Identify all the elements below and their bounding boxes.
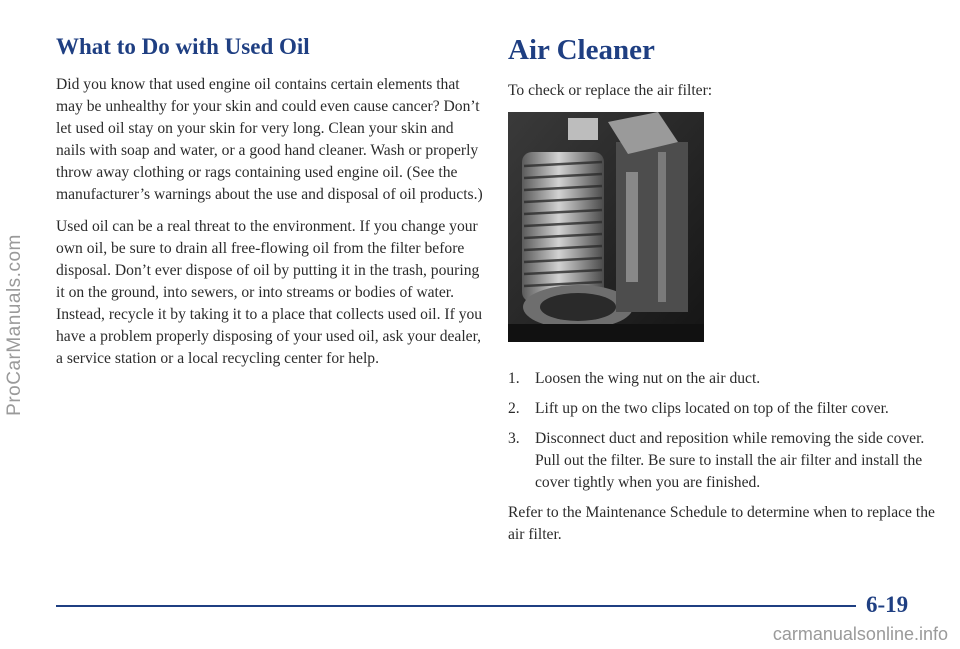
right-column [508, 34, 938, 556]
step-number: 3. [508, 430, 520, 447]
step-text: Loosen the wing nut on the air duct. [535, 370, 761, 387]
step-number: 2. [508, 400, 520, 417]
step-item [508, 398, 938, 420]
air-filter-steps [508, 368, 938, 494]
side-watermark-text: ProCarManuals.com [4, 233, 26, 416]
left-column [56, 34, 486, 380]
air-cleaner-intro: To check or replace the air filter: [508, 82, 713, 99]
air-filter-photo-graphic [508, 112, 704, 342]
step-item [508, 428, 938, 494]
bottom-watermark: carmanualsonline.info [772, 624, 948, 644]
air-cleaner-heading: Air Cleaner [508, 34, 655, 66]
air-filter-photo [508, 112, 704, 342]
step-item [508, 368, 938, 390]
used-oil-paragraph-1: Did you know that used engine oil contains certain elements that may be unhealthy for your skin and could even cause cancer? Don’t let used oil stay on your skin for very long. Clean your skin and nails with soap and water, or a good hand cleaner. Wash or properly throw away clothing or rags containing used engine oil. (See the manufacturer’s warnings about the use and disposal of oil products.) [56, 76, 483, 203]
step-text: Disconnect duct and reposition while removing the side cover. Pull out the filter. Be sure to install the air filter and install the cover tightly when you are finished. [535, 430, 925, 491]
side-watermark [2, 0, 28, 649]
page-number: 6-19 [866, 592, 909, 617]
used-oil-paragraph-2: Used oil can be a real threat to the environment. If you change your own oil, be sure to drain all free-flowing oil from the filter before disposal. Don’t ever dispose of oil by putting it in the trash, pouring it on the ground, into sewers, or into streams or bodies of water. Instead, recycle it by taking it to a place that collects used oil. If you have a problem properly disposing of your used oil, ask your dealer, a service station or a local recycling center for help. [56, 218, 483, 367]
step-number: 1. [508, 370, 520, 387]
used-oil-heading: What to Do with Used Oil [56, 34, 310, 59]
step-text: Lift up on the two clips located on top of the filter cover. [535, 400, 889, 417]
footer-rule [56, 605, 856, 607]
air-filter-closing-note: Refer to the Maintenance Schedule to determine when to replace the air filter. [508, 504, 935, 543]
